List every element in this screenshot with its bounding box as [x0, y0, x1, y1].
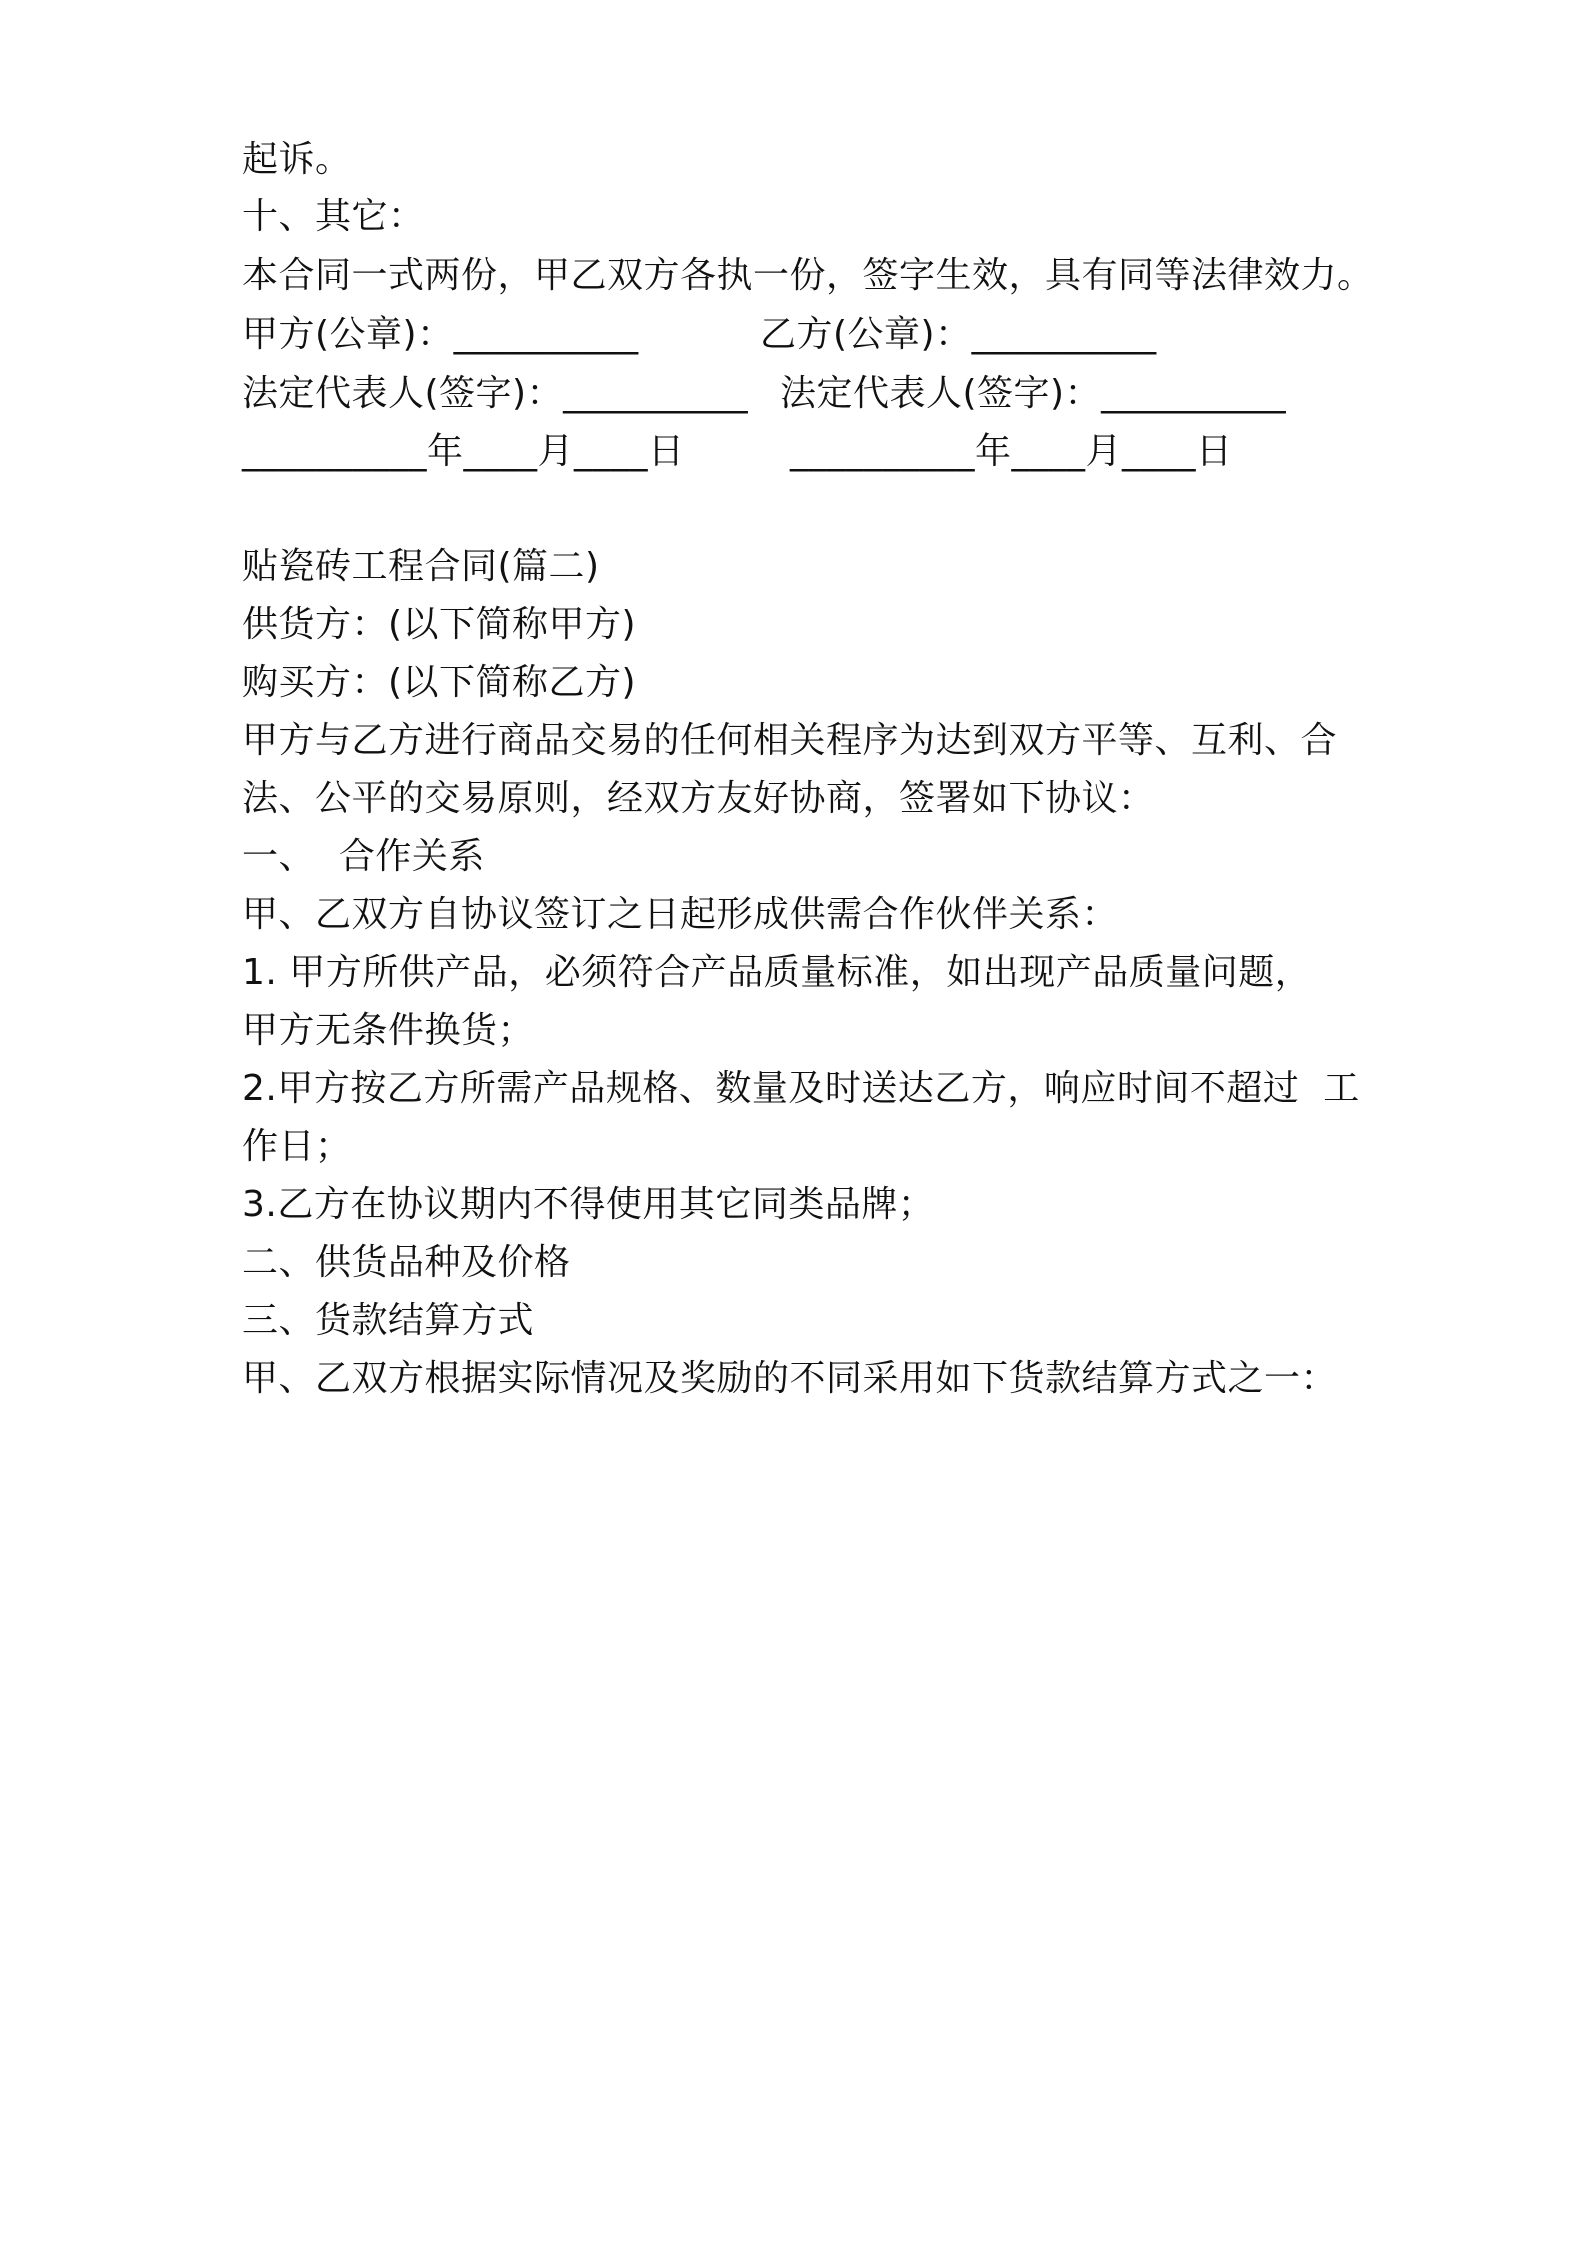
heading-payment-settlement: 三、货款结算方式 — [242, 1300, 535, 1341]
heading-cooperation: 一、 合作关系 — [242, 836, 485, 877]
clause-1-line-2: 甲方无条件换货； — [242, 1010, 535, 1051]
paragraph-copies: 本合同一式两份，甲乙双方各执一份，签字生效，具有同等法律效力。 — [242, 255, 1374, 296]
heading-other: 十、其它： — [242, 196, 425, 237]
clause-2-line-1: 2.甲方按乙方所需产品规格、数量及时送达乙方，响应时间不超过 工 — [242, 1068, 1360, 1109]
paragraph-relationship: 甲、乙双方自协议签订之日起形成供需合作伙伴关系： — [242, 894, 1119, 935]
paragraph-settlement: 甲、乙双方根据实际情况及奖励的不同采用如下货款结算方式之一： — [242, 1358, 1338, 1399]
clause-2-line-2: 作日； — [242, 1126, 352, 1167]
party-b-date-field: __________年____月____日 — [790, 431, 1233, 472]
supplier-line: 供货方：(以下简称甲方) — [242, 604, 637, 645]
party-a-date-field: __________年____月____日 — [242, 431, 685, 472]
clause-1-line-1: 1. 甲方所供产品，必须符合产品质量标准，如出现产品质量问题， — [242, 952, 1312, 993]
intro-paragraph-line-1: 甲方与乙方进行商品交易的任何相关程序为达到双方平等、互利、合 — [242, 720, 1338, 761]
contract-title: 贴瓷砖工程合同(篇二) — [242, 546, 600, 587]
heading-products-prices: 二、供货品种及价格 — [242, 1242, 571, 1283]
party-a-representative-field: 法定代表人(签字)：__________ — [242, 373, 749, 414]
clause-3: 3.乙方在协议期内不得使用其它同类品牌； — [242, 1184, 935, 1225]
buyer-line: 购买方：(以下简称乙方) — [242, 662, 637, 703]
party-a-seal-field: 甲方(公章)：__________ — [242, 314, 639, 355]
party-b-representative-field: 法定代表人(签字)：__________ — [780, 373, 1287, 414]
party-b-seal-field: 乙方(公章)：__________ — [760, 314, 1157, 355]
text-line-qisu: 起诉。 — [242, 139, 352, 180]
intro-paragraph-line-2: 法、公平的交易原则，经双方友好协商，签署如下协议： — [242, 778, 1155, 819]
